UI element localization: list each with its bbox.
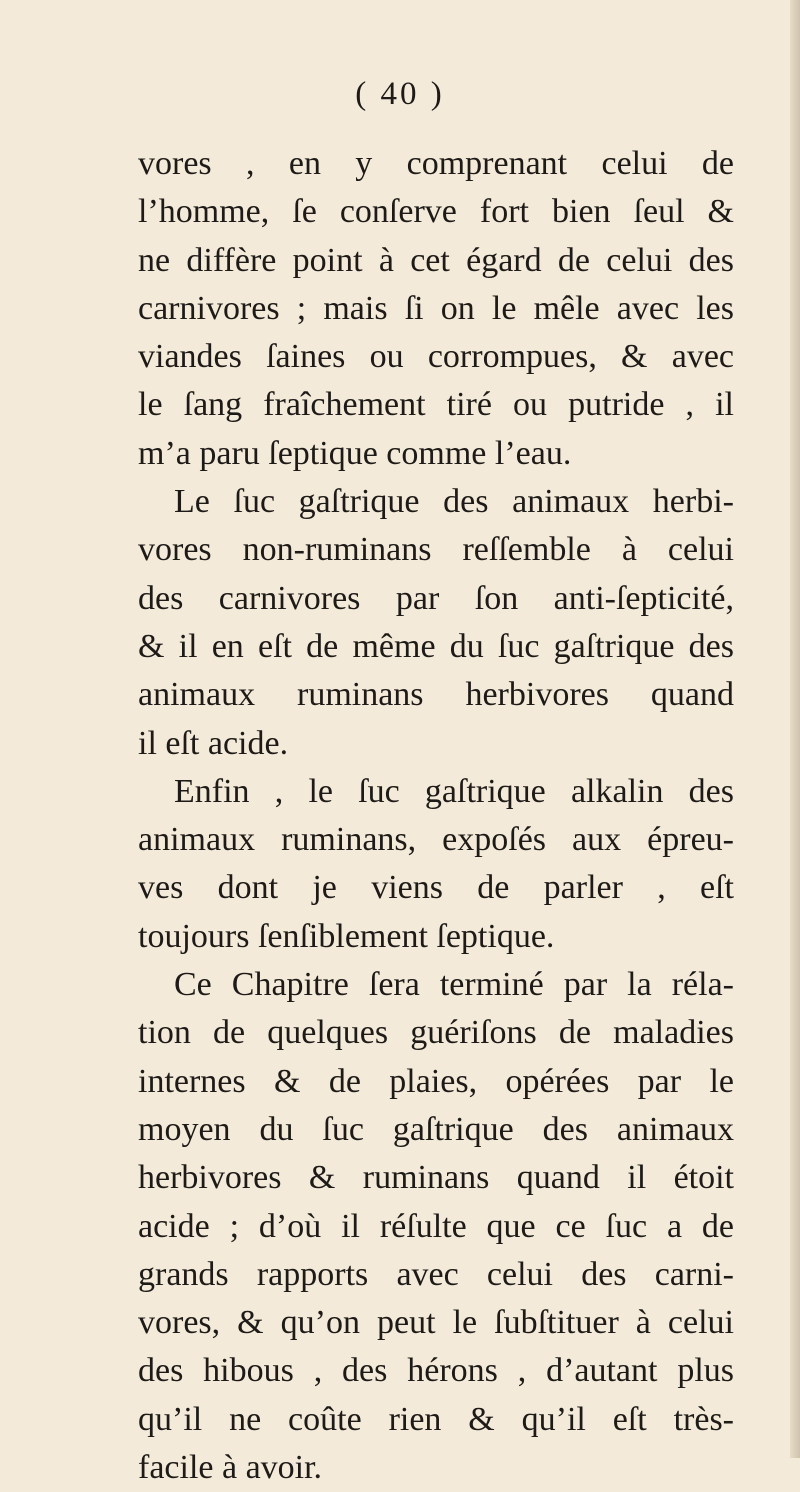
text-line: vores, & qu’on peut le ſubſtituer à celui xyxy=(138,1304,734,1342)
text-line: & il en eſt de même du ſuc gaſtrique des xyxy=(138,627,734,665)
text-line: vores , en y comprenant celui de xyxy=(138,145,734,182)
text-line: Ce Chapitre ſera terminé par la réla- xyxy=(174,966,734,1004)
text-line: l’homme, ſe conſerve fort bien ſeul & xyxy=(138,193,734,231)
text-line: des carnivores par ſon anti-ſepticité, xyxy=(138,579,734,617)
text-line: qu’il ne coûte rien & qu’il eſt très- xyxy=(138,1400,734,1438)
page-edge xyxy=(790,0,800,1458)
text-line: grands rapports avec celui des carni- xyxy=(138,1255,734,1293)
text-line: ves dont je viens de parler , eſt xyxy=(138,869,734,907)
text-line: toujours ſenſiblement ſeptique. xyxy=(138,917,555,955)
page-number: ( 40 ) xyxy=(355,76,445,112)
text-line: ne diffère point à cet égard de celui des xyxy=(138,241,734,279)
text-line: tion de quelques guériſons de maladies xyxy=(138,1014,734,1052)
text-line: m’a paru ſeptique comme l’eau. xyxy=(138,434,572,472)
text-line: carnivores ; mais ſi on le mêle avec les xyxy=(138,289,734,327)
text-line: internes & de plaies, opérées par le xyxy=(138,1062,734,1100)
text-line: animaux ruminans, expoſés aux épreu- xyxy=(138,821,734,859)
text-line: moyen du ſuc gaſtrique des animaux xyxy=(138,1110,734,1148)
text-line: facile à avoir. xyxy=(138,1449,323,1487)
text-line: Le ſuc gaſtrique des animaux herbi- xyxy=(174,483,734,521)
text-line: acide ; d’où il réſulte que ce ſuc a de xyxy=(138,1207,734,1245)
text-line: animaux ruminans herbivores quand xyxy=(138,676,734,714)
text-line: herbivores & ruminans quand il étoit xyxy=(138,1159,734,1197)
text-line: viandes ſaines ou corrompues, & avec xyxy=(138,338,734,376)
text-line: Enfin , le ſuc gaſtrique alkalin des xyxy=(174,772,734,810)
body-text xyxy=(138,140,734,1492)
text-line: le ſang fraîchement tiré ou putride , il xyxy=(138,386,734,424)
text-line: il eſt acide. xyxy=(138,724,289,762)
text-line: vores non-ruminans reſſemble à celui xyxy=(138,531,734,569)
text-line: des hibous , des hérons , d’autant plus xyxy=(138,1352,734,1390)
